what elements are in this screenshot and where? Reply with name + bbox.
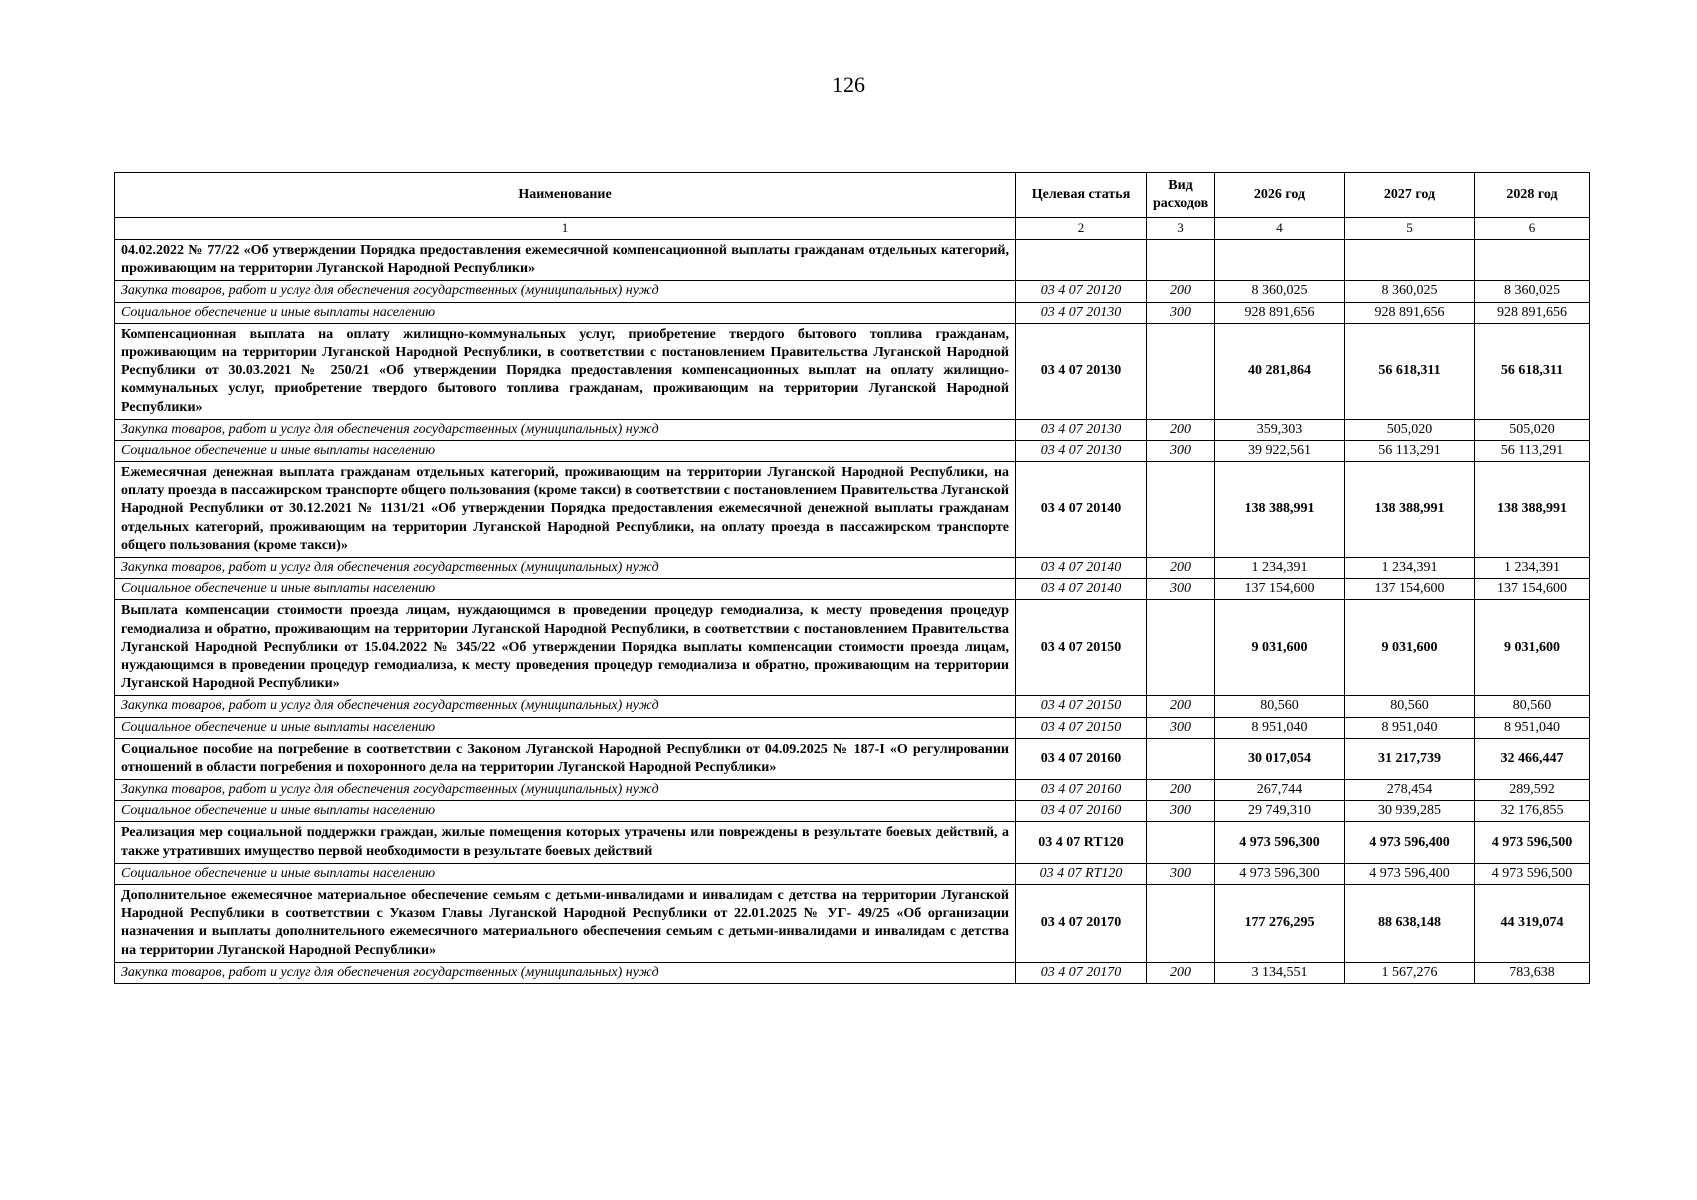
row-value-2028: 32 466,447: [1475, 738, 1590, 779]
row-value-2026: 39 922,561: [1215, 440, 1345, 461]
table-row: [115, 801, 1590, 822]
row-name: Социальное пособие на погребение в соответствии с Законом Луганской Народной Республики от 04.09.2025 № 187-I «О регулировании отношений в области погребения и похоронного дела на территории Луганской Народной Республики»: [115, 738, 1016, 779]
row-name: Закупка товаров, работ и услуг для обеспечения государственных (муниципальных) нужд: [115, 780, 1016, 801]
row-value-2028: 8 360,025: [1475, 281, 1590, 302]
row-expense-type: 300: [1147, 440, 1215, 461]
row-target-article: 03 4 07 RT120: [1016, 863, 1147, 884]
row-name: Закупка товаров, работ и услуг для обеспечения государственных (муниципальных) нужд: [115, 281, 1016, 302]
row-value-2027: 31 217,739: [1345, 738, 1475, 779]
table-row: [115, 440, 1590, 461]
table-row: [115, 240, 1590, 281]
table-row: [115, 281, 1590, 302]
row-value-2028: 505,020: [1475, 419, 1590, 440]
row-value-2028: 9 031,600: [1475, 600, 1590, 696]
table-row: [115, 579, 1590, 600]
row-value-2026: 3 134,551: [1215, 962, 1345, 983]
header-code: Целевая статья: [1016, 173, 1147, 218]
row-value-2027: 80,560: [1345, 696, 1475, 717]
row-target-article: 03 4 07 20140: [1016, 579, 1147, 600]
row-value-2026: [1215, 240, 1345, 281]
row-name: Социальное обеспечение и иные выплаты населению: [115, 579, 1016, 600]
row-target-article: 03 4 07 RT120: [1016, 822, 1147, 863]
row-expense-type: 300: [1147, 302, 1215, 323]
row-expense-type: 300: [1147, 801, 1215, 822]
table-body: [115, 240, 1590, 984]
row-name: Ежемесячная денежная выплата гражданам отдельных категорий, проживающим на территории Луганской Народной Республики, на оплату проезда в пассажирском транспорте общего пользования (кроме такси) в соответствии с постановлением Правительства Луганской Народной Республики от 30.12.2021 № 1131/21 «Об утверждении Порядка предоставления ежемесячной денежной выплаты гражданам отдельных категорий, проживающим на территории Луганской Народной Республики, на оплату проезда в пассажирском транспорте общего пользования (кроме такси)»: [115, 462, 1016, 558]
row-value-2026: 4 973 596,300: [1215, 822, 1345, 863]
row-name: Реализация мер социальной поддержки граждан, жилые помещения которых утрачены или повреждены в результате боевых действий, а также утративших имущество первой необходимости в результате боевых действий: [115, 822, 1016, 863]
row-name: Закупка товаров, работ и услуг для обеспечения государственных (муниципальных) нужд: [115, 962, 1016, 983]
row-value-2028: 80,560: [1475, 696, 1590, 717]
row-expense-type: [1147, 323, 1215, 419]
column-number: 3: [1147, 218, 1215, 240]
table-row: [115, 822, 1590, 863]
row-expense-type: 200: [1147, 281, 1215, 302]
table-row: [115, 738, 1590, 779]
row-name: Закупка товаров, работ и услуг для обеспечения государственных (муниципальных) нужд: [115, 696, 1016, 717]
row-value-2026: 29 749,310: [1215, 801, 1345, 822]
row-expense-type: [1147, 462, 1215, 558]
row-expense-type: 200: [1147, 558, 1215, 579]
row-name: Дополнительное ежемесячное материальное обеспечение семьям с детьми-инвалидами и инвалидам с детства на территории Луганской Народной Республики в соответствии с Указом Главы Луганской Народной Республики от 22.01.2025 № УГ- 49/25 «Об организации назначения и выплаты дополнительного ежемесячного материального обеспечения семьям с детьми-инвалидами и инвалидам с детства на территории Луганской Народной Республики»: [115, 885, 1016, 963]
row-value-2028: 4 973 596,500: [1475, 822, 1590, 863]
row-value-2028: 32 176,855: [1475, 801, 1590, 822]
column-number: 5: [1345, 218, 1475, 240]
row-name: Компенсационная выплата на оплату жилищно-коммунальных услуг, приобретение твердого бытового топлива гражданам, проживающим на территории Луганской Народной Республики, в соответствии с постановлением Правительства Луганской Народной Республики от 30.03.2021 № 250/21 «Об утверждении Порядка предоставления компенсационных выплат на оплату жилищно-коммунальных услуг, приобретение твердого бытового топлива гражданам, проживающим на территории Луганской Народной Республики»: [115, 323, 1016, 419]
row-value-2027: 278,454: [1345, 780, 1475, 801]
row-target-article: [1016, 240, 1147, 281]
row-target-article: 03 4 07 20150: [1016, 696, 1147, 717]
table-row: [115, 962, 1590, 983]
row-target-article: 03 4 07 20140: [1016, 558, 1147, 579]
row-value-2028: 137 154,600: [1475, 579, 1590, 600]
row-expense-type: 200: [1147, 780, 1215, 801]
row-target-article: 03 4 07 20120: [1016, 281, 1147, 302]
row-expense-type: 200: [1147, 419, 1215, 440]
column-number: 6: [1475, 218, 1590, 240]
row-value-2028: 8 951,040: [1475, 717, 1590, 738]
table-row: [115, 558, 1590, 579]
row-value-2028: 44 319,074: [1475, 885, 1590, 963]
row-expense-type: [1147, 885, 1215, 963]
row-target-article: 03 4 07 20160: [1016, 738, 1147, 779]
row-value-2026: 267,744: [1215, 780, 1345, 801]
row-value-2028: 289,592: [1475, 780, 1590, 801]
row-expense-type: 200: [1147, 962, 1215, 983]
column-number: 2: [1016, 218, 1147, 240]
header-row: [115, 173, 1590, 218]
row-value-2026: 9 031,600: [1215, 600, 1345, 696]
row-value-2027: 8 360,025: [1345, 281, 1475, 302]
row-expense-type: 300: [1147, 579, 1215, 600]
row-value-2028: [1475, 240, 1590, 281]
row-expense-type: 300: [1147, 863, 1215, 884]
row-target-article: 03 4 07 20130: [1016, 302, 1147, 323]
row-value-2026: 80,560: [1215, 696, 1345, 717]
row-value-2027: 9 031,600: [1345, 600, 1475, 696]
table-row: [115, 462, 1590, 558]
row-name: Социальное обеспечение и иные выплаты населению: [115, 863, 1016, 884]
row-value-2027: [1345, 240, 1475, 281]
row-value-2027: 30 939,285: [1345, 801, 1475, 822]
row-expense-type: [1147, 240, 1215, 281]
row-value-2026: 1 234,391: [1215, 558, 1345, 579]
row-value-2026: 8 951,040: [1215, 717, 1345, 738]
row-value-2027: 1 567,276: [1345, 962, 1475, 983]
row-value-2027: 4 973 596,400: [1345, 822, 1475, 863]
row-target-article: 03 4 07 20140: [1016, 462, 1147, 558]
row-value-2027: 928 891,656: [1345, 302, 1475, 323]
row-target-article: 03 4 07 20170: [1016, 962, 1147, 983]
row-name: 04.02.2022 № 77/22 «Об утверждении Порядка предоставления ежемесячной компенсационной выплаты гражданам отдельных категорий, проживающим на территории Луганской Народной Республики»: [115, 240, 1016, 281]
budget-table: [114, 172, 1590, 984]
row-value-2027: 56 618,311: [1345, 323, 1475, 419]
row-value-2027: 137 154,600: [1345, 579, 1475, 600]
row-value-2026: 4 973 596,300: [1215, 863, 1345, 884]
row-expense-type: [1147, 600, 1215, 696]
row-name: Закупка товаров, работ и услуг для обеспечения государственных (муниципальных) нужд: [115, 419, 1016, 440]
row-value-2028: 56 618,311: [1475, 323, 1590, 419]
row-value-2028: 928 891,656: [1475, 302, 1590, 323]
row-target-article: 03 4 07 20150: [1016, 717, 1147, 738]
column-number: 4: [1215, 218, 1345, 240]
row-value-2027: 1 234,391: [1345, 558, 1475, 579]
row-value-2028: 56 113,291: [1475, 440, 1590, 461]
row-value-2027: 8 951,040: [1345, 717, 1475, 738]
row-value-2026: 928 891,656: [1215, 302, 1345, 323]
row-value-2027: 4 973 596,400: [1345, 863, 1475, 884]
row-value-2026: 137 154,600: [1215, 579, 1345, 600]
row-name: Закупка товаров, работ и услуг для обеспечения государственных (муниципальных) нужд: [115, 558, 1016, 579]
row-value-2028: 4 973 596,500: [1475, 863, 1590, 884]
row-name: Социальное обеспечение и иные выплаты населению: [115, 801, 1016, 822]
row-value-2026: 40 281,864: [1215, 323, 1345, 419]
header-2027: 2027 год: [1345, 173, 1475, 218]
table-row: [115, 780, 1590, 801]
header-name: Наименование: [115, 173, 1016, 218]
row-value-2026: 359,303: [1215, 419, 1345, 440]
row-name: Социальное обеспечение и иные выплаты населению: [115, 440, 1016, 461]
row-value-2028: 138 388,991: [1475, 462, 1590, 558]
row-value-2028: 1 234,391: [1475, 558, 1590, 579]
row-value-2026: 138 388,991: [1215, 462, 1345, 558]
row-expense-type: [1147, 738, 1215, 779]
table-row: [115, 696, 1590, 717]
table-row: [115, 419, 1590, 440]
row-expense-type: 300: [1147, 717, 1215, 738]
row-value-2028: 783,638: [1475, 962, 1590, 983]
table-row: [115, 302, 1590, 323]
row-target-article: 03 4 07 20130: [1016, 323, 1147, 419]
row-value-2026: 8 360,025: [1215, 281, 1345, 302]
row-value-2027: 138 388,991: [1345, 462, 1475, 558]
column-number: 1: [115, 218, 1016, 240]
header-2026: 2026 год: [1215, 173, 1345, 218]
row-target-article: 03 4 07 20150: [1016, 600, 1147, 696]
row-target-article: 03 4 07 20130: [1016, 440, 1147, 461]
header-type: Вид расходов: [1147, 173, 1215, 218]
table-row: [115, 600, 1590, 696]
row-name: Социальное обеспечение и иные выплаты населению: [115, 717, 1016, 738]
row-target-article: 03 4 07 20130: [1016, 419, 1147, 440]
row-value-2027: 505,020: [1345, 419, 1475, 440]
row-expense-type: [1147, 822, 1215, 863]
page-number: 126: [832, 72, 865, 97]
row-target-article: 03 4 07 20160: [1016, 801, 1147, 822]
table-row: [115, 717, 1590, 738]
row-value-2026: 177 276,295: [1215, 885, 1345, 963]
table-row: [115, 885, 1590, 963]
row-value-2027: 56 113,291: [1345, 440, 1475, 461]
table-row: [115, 323, 1590, 419]
row-target-article: 03 4 07 20160: [1016, 780, 1147, 801]
table-row: [115, 863, 1590, 884]
column-number-row: [115, 218, 1590, 240]
row-value-2027: 88 638,148: [1345, 885, 1475, 963]
header-2028: 2028 год: [1475, 173, 1590, 218]
row-target-article: 03 4 07 20170: [1016, 885, 1147, 963]
row-value-2026: 30 017,054: [1215, 738, 1345, 779]
row-name: Социальное обеспечение и иные выплаты населению: [115, 302, 1016, 323]
row-expense-type: 200: [1147, 696, 1215, 717]
row-name: Выплата компенсации стоимости проезда лицам, нуждающимся в проведении процедур гемодиализа, к месту проведения процедур гемодиализа и обратно, проживающим на территории Луганской Народной Республики, в соответствии с постановлением Правительства Луганской Народной Республики от 15.04.2022 № 345/22 «Об утверждении Порядка выплаты компенсации стоимости проезда лицам, нуждающимся в проведении процедур гемодиализа, к месту проведения процедур гемодиализа и обратно, проживающим на территории Луганской Народной Республики»: [115, 600, 1016, 696]
